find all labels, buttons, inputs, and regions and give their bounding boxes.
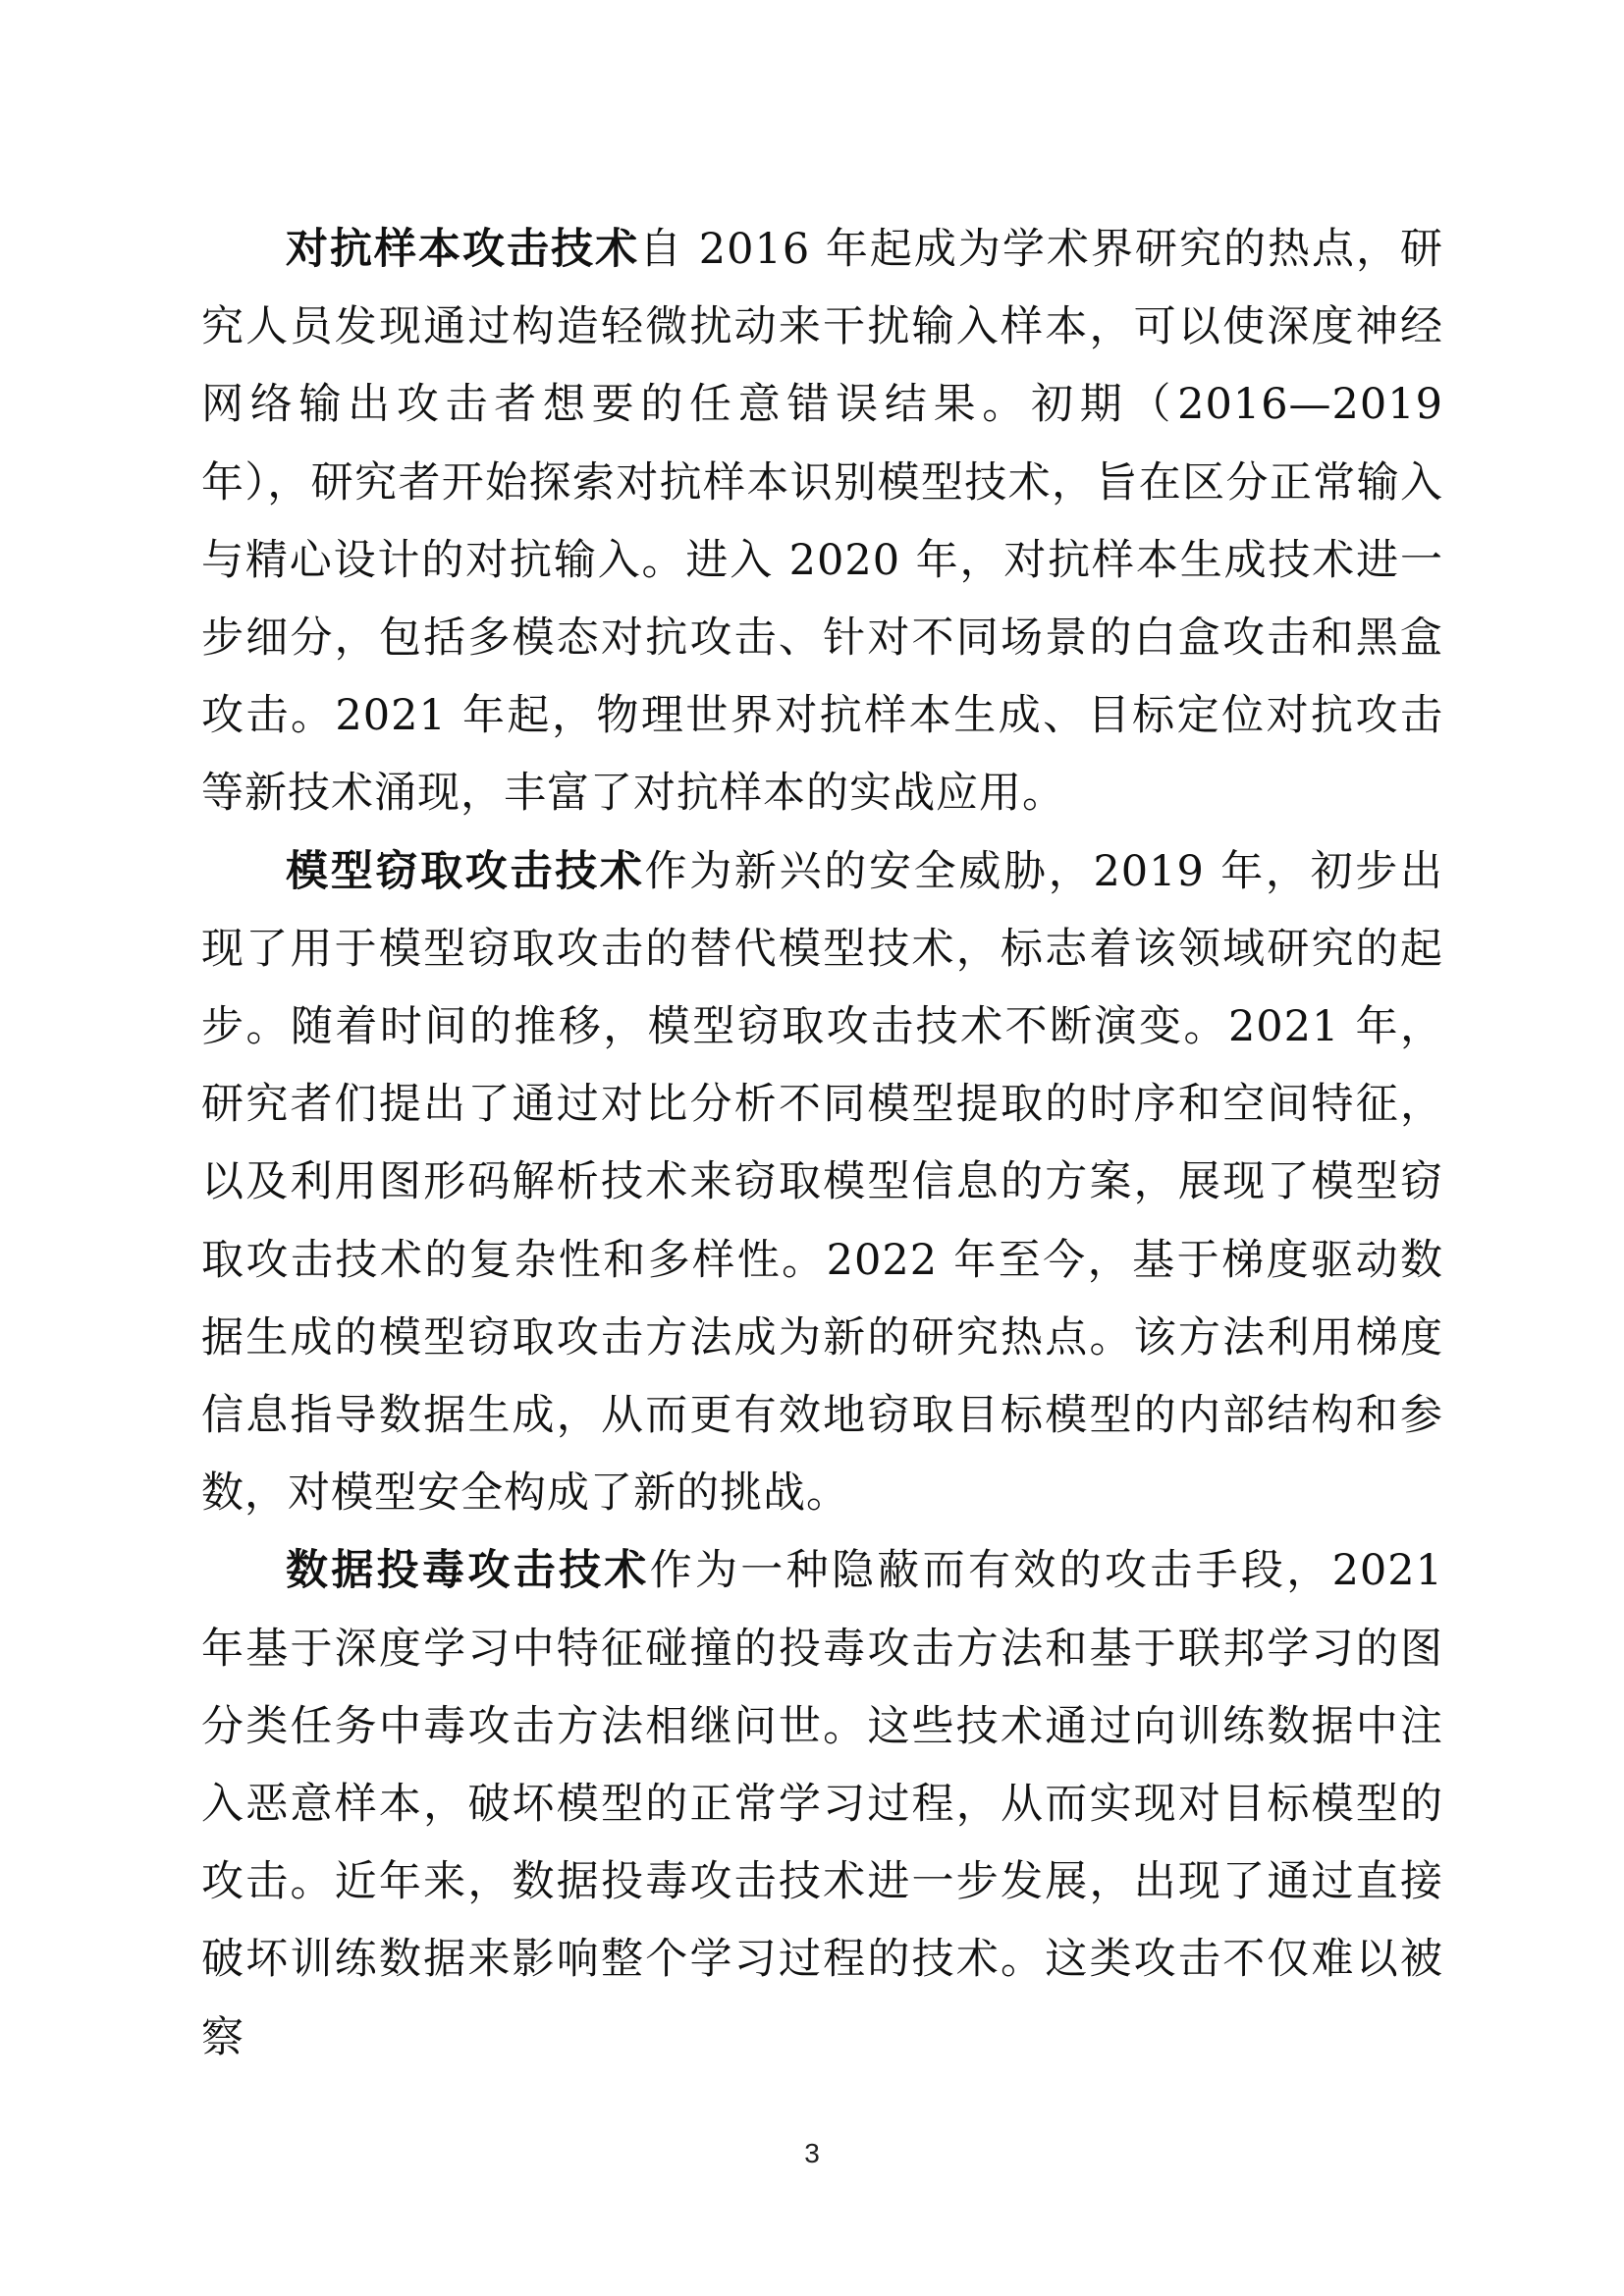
paragraph-text: 作为一种隐蔽而有效的攻击手段，2021 年基于深度学习中特征碰撞的投毒攻击方法和基于联邦学习的图分类任务中毒攻击方法相继问世。这些技术通过向训练数据中注入恶意样本，破坏模型的正常学习过程，从而实现对目标模型的攻击。近年来，数据投毒攻击技术进一步发展，出现了通过直接破坏训练数据来影响整个学习过程的技术。这类攻击不仅难以被察	[201, 1546, 1444, 2062]
term-model-stealing: 模型窃取攻击技术	[286, 846, 645, 896]
term-data-poisoning: 数据投毒攻击技术	[286, 1546, 650, 1596]
paragraph-model-stealing	[201, 833, 1443, 1533]
document-page	[201, 211, 1443, 2077]
page-number: 3	[804, 2138, 820, 2168]
paragraph-data-poisoning	[201, 1532, 1443, 2076]
paragraph-text: 自 2016 年起成为学术界研究的热点，研究人员发现通过构造轻微扰动来干扰输入样本，可以使深度神经网络输出攻击者想要的任意错误结果。初期（2016—2019 年），研究者开始探索对抗样本识别模型技术，旨在区分正常输入与精心设计的对抗输入。进入 2020 年，对抗样本生成技术进一步细分，包括多模态对抗攻击、针对不同场景的白盒攻击和黑盒攻击。2021 年起，物理世界对抗样本生成、目标定位对抗攻击等新技术涌现，丰富了对抗样本的实战应用。	[201, 225, 1443, 819]
paragraph-adversarial-examples	[201, 211, 1443, 833]
term-adversarial-examples: 对抗样本攻击技术	[286, 225, 640, 274]
paragraph-text: 作为新兴的安全威胁，2019 年，初步出现了用于模型窃取攻击的替代模型技术，标志着该领域研究的起步。随着时间的推移，模型窃取攻击技术不断演变。2021 年，研究者们提出了通过对比分析不同模型提取的时序和空间特征，以及利用图形码解析技术来窃取模型信息的方案，展现了模型窃取攻击技术的复杂性和多样性。2022 年至今，基于梯度驱动数据生成的模型窃取攻击方法成为新的研究热点。该方法利用梯度信息指导数据生成，从而更有效地窃取目标模型的内部结构和参数，对模型安全构成了新的挑战。	[201, 846, 1443, 1519]
